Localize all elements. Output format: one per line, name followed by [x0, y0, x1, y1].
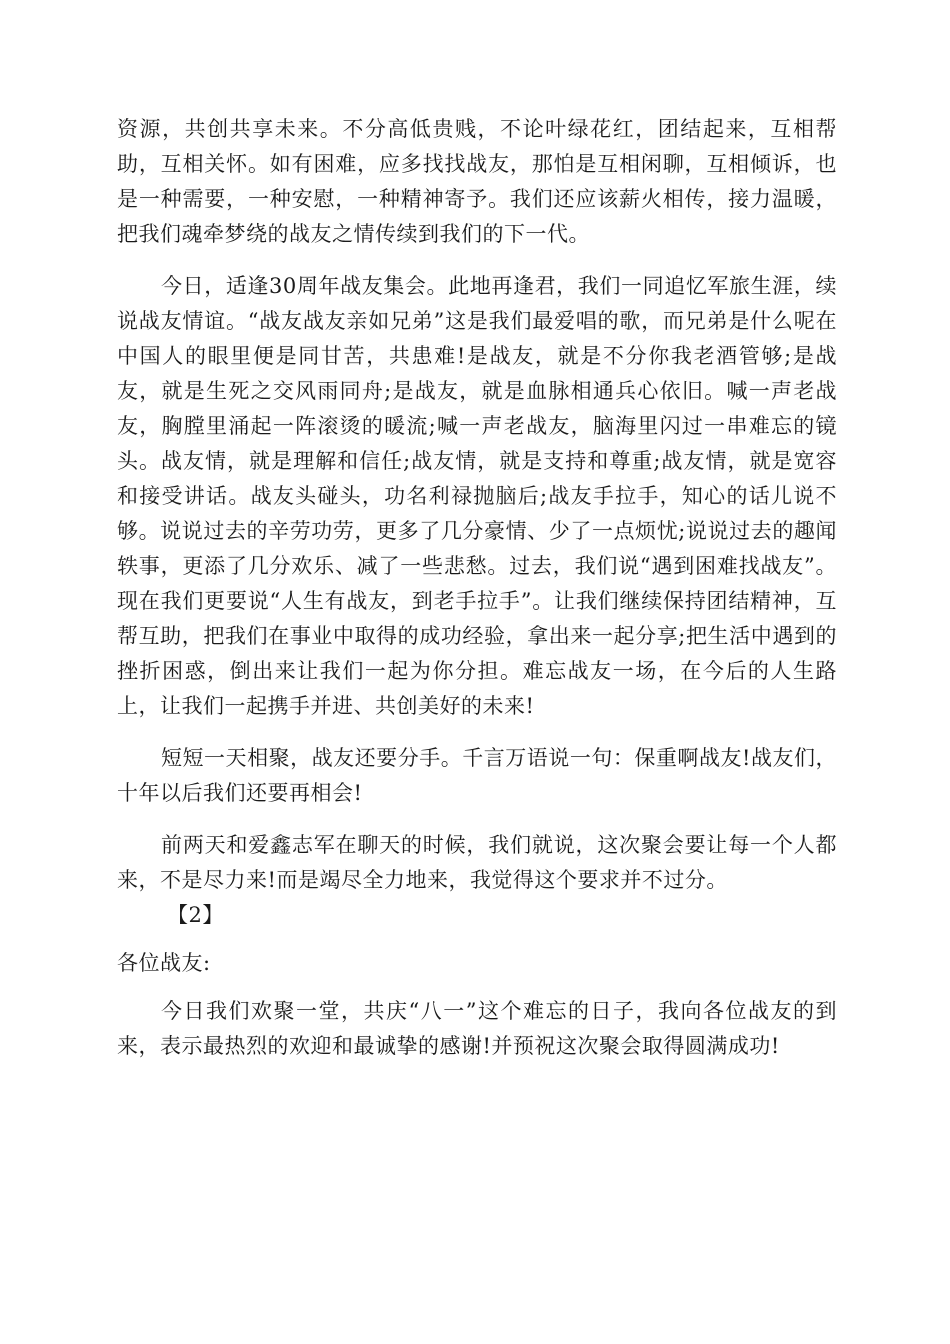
- paragraph-farewell: 短短一天相聚，战友还要分手。千言万语说一句：保重啊战友!战友们，十年以后我们还要再相会!: [117, 746, 837, 805]
- paragraph-preparation: 前两天和爱鑫志军在聊天的时候，我们就说，这次聚会要让每一个人都来，不是尽力来!而是竭尽全力地来，我觉得这个要求并不过分。: [117, 833, 837, 892]
- salutation: 各位战友:: [117, 951, 211, 975]
- paragraph-reunion: 今日，适逢30周年战友集会。此地再逢君，我们一同追忆军旅生涯，续说战友情谊。“战友战友亲如兄弟”这是我们最爱唱的歌，而兄弟是什么呢在中国人的眼里便是同甘苦，共患难!是战友，就是不分你我老酒管够;是战友，就是生死之交风雨同舟;是战友，就是血脉相通兵心依旧。喊一声老战友，胸膛里涌起一阵滚烫的暖流;喊一声老战友，脑海里闪过一串难忘的镜头。战友情，就是理解和信任;战友情，就是支持和尊重;战友情，就是宽容和接受讲话。战友头碰头，功名利禄抛脑后;战友手拉手，知心的话儿说不够。说说过去的辛劳功劳，更多了几分豪情、少了一点烦忧;说说过去的趣闻轶事，更添了几分欢乐、减了一些悲愁。过去，我们说“遇到困难找战友”。现在我们更要说“人生有战友，到老手拉手”。让我们继续保持团结精神，互帮互助，把我们在事业中取得的成功经验，拿出来一起分享;把生活中遇到的挫折困惑，倒出来让我们一起为你分担。难忘战友一场，在今后的人生路上，让我们一起携手并进、共创美好的未来!: [117, 274, 837, 718]
- paragraph-welcome: 今日我们欢聚一堂，共庆“八一”这个难忘的日子，我向各位战友的到来，表示最热烈的欢迎和最诚挚的感谢!并预祝这次聚会取得圆满成功!: [117, 999, 837, 1058]
- document-page: [117, 112, 837, 1064]
- paragraph-continuation: 资源，共创共享未来。不分高低贵贱，不论叶绿花红，团结起来，互相帮助，互相关怀。如有困难，应多找找战友，那怕是互相闲聊，互相倾诉，也是一种需要，一种安慰，一种精神寄予。我们还应该薪火相传，接力温暖，把我们魂牵梦绕的战友之情传续到我们的下一代。: [117, 117, 837, 246]
- section-heading: 【2】: [167, 903, 224, 927]
